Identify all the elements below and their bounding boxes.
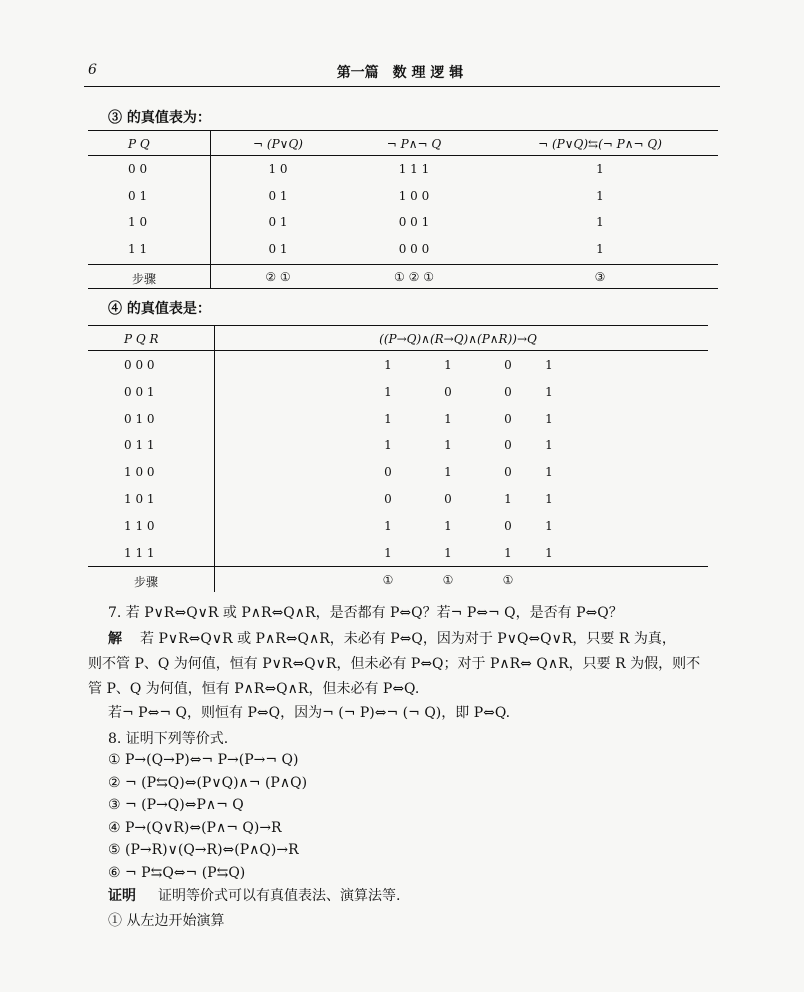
table4-cell: 1 [504, 545, 512, 560]
equivalence-item: ⑤ (P→R)∨(Q→R)⇔(P∧Q)→R [108, 842, 299, 858]
table3-cell: 0 1 [268, 188, 288, 203]
proof-label: 证明 [108, 888, 136, 904]
table4-cell: 1 0 0 [124, 465, 155, 480]
table4-cell: 1 [504, 492, 512, 506]
table4-cell: 0 [504, 438, 512, 453]
table4-cell: 0 [504, 411, 512, 426]
table4-cell: 1 [444, 518, 452, 533]
table3-header-cell: ¬ (P∨Q)⇆(¬ P∧¬ Q) [538, 137, 662, 151]
table4-cell: 1 [444, 545, 452, 560]
table4-step-cell: ① [502, 573, 514, 587]
table3-top-rule [88, 130, 718, 131]
table4-cell: 1 [444, 411, 452, 426]
table3-cell: 1 [596, 215, 604, 229]
table3-cell: 0 1 [268, 215, 288, 229]
table3-cell: 1 0 [128, 215, 148, 229]
table4-cell: 1 [545, 384, 553, 399]
section4-title: ④ 的真值表是： [108, 301, 211, 317]
table4-cell: 1 1 0 [124, 518, 155, 533]
equivalence-item: ③ ¬ (P→Q)⇔P∧¬ Q [108, 797, 244, 813]
table4-cell: 0 [504, 358, 512, 372]
section3-title: ③ 的真值表为： [108, 110, 211, 126]
table3-divider [210, 131, 211, 288]
table4-cell: 1 [444, 465, 452, 480]
table3-step-cell: 步骤 [132, 272, 157, 286]
table4-cell: 1 [545, 411, 553, 426]
table3-cell: 1 0 [268, 162, 288, 176]
table4-cell: 1 [545, 438, 553, 453]
table3-cell: 0 0 0 [398, 241, 430, 256]
table4-cell: 1 [545, 492, 553, 506]
table4-header-vars: P Q R [124, 332, 159, 346]
table4-cell: 1 [384, 358, 392, 372]
table4-cell: 1 1 1 [124, 545, 155, 560]
table4-cell: 0 [444, 384, 452, 399]
header-rule [84, 86, 720, 87]
table3-cell: 0 1 [128, 188, 148, 203]
table3-step-cell: ① ② ① [394, 270, 434, 284]
proof-text: 证明等价式可以有真值表法、演算法等. [158, 888, 401, 904]
table4-cell: 1 [384, 411, 392, 426]
table4-cell: 1 [545, 545, 553, 560]
solution-line-2: 则不管 P、Q 为何值，恒有 P∨R⇔Q∨R，但未必有 P⇔Q；对于 P∧R⇔ Q∧R，只要 R 为假，则不 [88, 656, 701, 672]
equivalence-item: ① P→(Q→P)⇔¬ P→(P→¬ Q) [108, 752, 299, 768]
solution-line-3: 管 P、Q 为何值，恒有 P∧R⇔Q∧R，但未必有 P⇔Q. [88, 681, 420, 697]
question-8: 8. 证明下列等价式. [108, 731, 229, 747]
table4-cell: 0 1 0 [124, 411, 155, 426]
table3-cell: 1 [596, 241, 604, 256]
table4-cell: 1 [384, 545, 392, 560]
table4-cell: 1 [444, 438, 452, 453]
table4-cell: 0 1 1 [124, 438, 155, 453]
table3-cell: 0 0 [128, 162, 148, 176]
table4-step-cell: ① [442, 573, 454, 587]
table3-header-cell: ¬ (P∨Q) [253, 137, 303, 151]
table4-step-cell: ① [382, 573, 394, 587]
solution-line-1: 若 P∨R⇔Q∨R 或 P∧R⇔Q∧R，未必有 P⇔Q，因为对于 P∨Q⇔Q∨R，只要 R 为真， [140, 631, 676, 647]
table3-bottom-rule [88, 288, 718, 289]
table3-step-cell: ② ① [265, 270, 291, 284]
table4-cell: 1 [384, 518, 392, 533]
equivalence-item: ⑥ ¬ P⇆Q⇔¬ (P⇆Q) [108, 864, 246, 881]
table3-header-cell: ¬ P∧¬ Q [386, 137, 442, 151]
table3-step-cell: ③ [594, 270, 606, 284]
table4-cell: 0 [384, 492, 392, 506]
table3-steps-rule [88, 264, 718, 265]
table3-cell: 1 1 1 [398, 162, 430, 176]
table3-cell: 1 1 [128, 241, 148, 256]
table4-steps-rule [88, 566, 708, 567]
table4-header-rule [88, 350, 708, 351]
table3-cell: 0 1 [268, 241, 288, 256]
table4-header-formula: ((P→Q)∧(R→Q)∧(P∧R))→Q [379, 332, 537, 346]
solution-line-4: 若¬ P⇔¬ Q，则恒有 P⇔Q，因为¬ (¬ P)⇔¬ (¬ Q)，即 P⇔Q. [108, 705, 511, 721]
table4-cell: 0 [504, 384, 512, 399]
table3-cell: 1 [596, 188, 604, 203]
table4-cell: 1 [384, 384, 392, 399]
table4-top-rule [88, 325, 708, 326]
page-number: 6 [88, 62, 97, 78]
table3-header-cell: P Q [128, 137, 150, 151]
table4-cell: 0 0 0 [124, 358, 155, 372]
table4-cell: 0 [384, 465, 392, 480]
table3-cell: 0 0 1 [398, 215, 430, 229]
table4-cell: 1 [545, 518, 553, 533]
table4-cell: 1 [384, 438, 392, 453]
table4-divider [214, 326, 215, 592]
table4-cell: 1 0 1 [124, 492, 155, 506]
table4-cell: 0 [444, 492, 452, 506]
table4-cell: 1 [444, 358, 452, 372]
table4-cell: 0 [504, 465, 512, 480]
question-7: 7. 若 P∨R⇔Q∨R 或 P∧R⇔Q∧R，是否都有 P⇔Q？若¬ P⇔¬ Q，是否有 P⇔Q？ [108, 605, 623, 621]
table3-cell: 1 0 0 [398, 188, 430, 203]
chapter-title: 第一篇 数 理 逻 辑 [336, 65, 464, 81]
table4-cell: 1 [545, 465, 553, 480]
table4-step-cell: 步骤 [134, 575, 159, 589]
equivalence-item: ④ P→(Q∨R)⇔(P∧¬ Q)→R [108, 819, 282, 836]
table4-cell: 0 [504, 518, 512, 533]
table3-header-rule [88, 155, 718, 156]
equivalence-item: ② ¬ (P⇆Q)⇔(P∨Q)∧¬ (P∧Q) [108, 774, 308, 791]
last-line: ① 从左边开始演算 [108, 913, 225, 929]
table3-cell: 1 [596, 162, 604, 176]
solution-label: 解 [108, 631, 122, 647]
table4-cell: 1 [545, 358, 553, 372]
table4-cell: 0 0 1 [124, 384, 155, 399]
